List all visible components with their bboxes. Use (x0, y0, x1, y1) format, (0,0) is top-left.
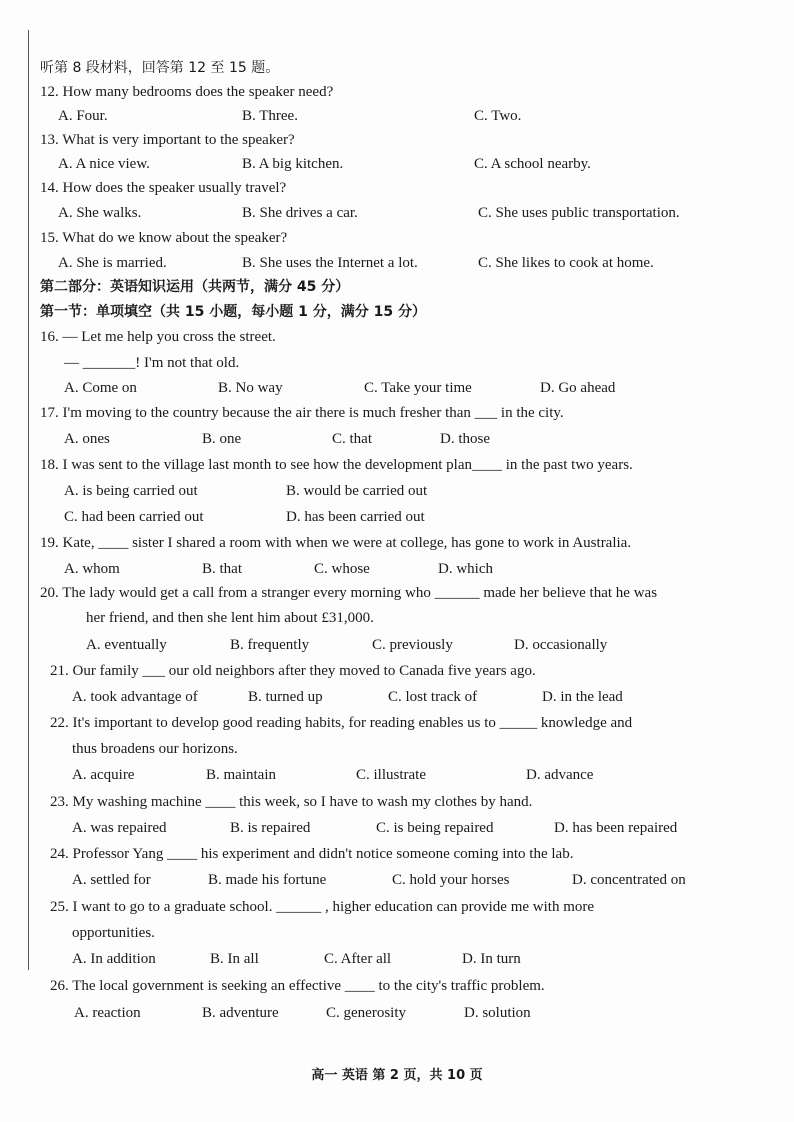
option: D. in the lead (542, 689, 623, 705)
question-stem-continued: her friend, and then she lent him about £31,000. (86, 610, 374, 626)
option: A. In addition (72, 951, 156, 967)
option: D. those (440, 431, 490, 447)
option: B. one (202, 431, 242, 447)
option: B. frequently (230, 637, 310, 653)
option: D. concentrated on (572, 872, 686, 888)
question-stem-continued: thus broadens our horizons. (72, 741, 238, 757)
question-stem-continued: opportunities. (72, 925, 155, 941)
option: B. maintain (206, 767, 276, 783)
option: A. is being carried out (64, 483, 198, 499)
option: D. advance (526, 767, 594, 783)
option: A. She is married. (58, 255, 167, 271)
question-stem: 20. The lady would get a call from a stranger every morning who ______ made her believe that he was (40, 585, 658, 601)
option: C. whose (314, 561, 370, 577)
option: A. She walks. (58, 205, 142, 221)
option: D. Go ahead (540, 380, 616, 396)
option: C. Two. (474, 108, 522, 124)
option: B. turned up (248, 689, 323, 705)
option: C. generosity (326, 1005, 406, 1021)
option: C. Take your time (364, 380, 472, 396)
option: C. previously (372, 637, 453, 653)
option: D. has been carried out (286, 509, 425, 525)
question-stem: 24. Professor Yang ____ his experiment and didn't notice someone coming into the lab. (50, 846, 574, 862)
question-stem: 22. It's important to develop good reading habits, for reading enables us to _____ knowledge and (50, 715, 633, 731)
question-stem: 18. I was sent to the village last month to see how the development plan____ in the past two years. (40, 457, 633, 473)
option: B. She drives a car. (242, 205, 358, 221)
option: C. She uses public transportation. (478, 205, 680, 221)
option: A. Come on (64, 380, 137, 396)
option: B. is repaired (230, 820, 311, 836)
part-two-heading: 第二部分：英语知识运用（共两节，满分 45 分） (40, 279, 350, 295)
question-stem: 21. Our family ___ our old neighbors after they moved to Canada five years ago. (50, 663, 536, 679)
option: B. would be carried out (286, 483, 428, 499)
option: C. She likes to cook at home. (478, 255, 654, 271)
option: B. made his fortune (208, 872, 327, 888)
option: C. After all (324, 951, 392, 967)
option: A. was repaired (72, 820, 167, 836)
question-stem: 12. How many bedrooms does the speaker need? (40, 84, 334, 100)
option: A. ones (64, 431, 110, 447)
option: A. eventually (86, 637, 167, 653)
option: C. A school nearby. (474, 156, 591, 172)
page-footer: 高一 英语 第 2 页，共 10 页 (311, 1068, 483, 1083)
option: A. took advantage of (72, 689, 198, 705)
option: B. She uses the Internet a lot. (242, 255, 418, 271)
question-stem: 14. How does the speaker usually travel? (40, 180, 287, 196)
question-stem: 19. Kate, ____ sister I shared a room with when we were at college, has gone to work in Australia. (40, 535, 632, 551)
question-stem: 15. What do we know about the speaker? (40, 230, 288, 246)
option: B. No way (218, 380, 283, 396)
question-stem: 23. My washing machine ____ this week, so I have to wash my clothes by hand. (50, 794, 533, 810)
option: A. settled for (72, 872, 151, 888)
option: B. In all (210, 951, 259, 967)
option: C. illustrate (356, 767, 426, 783)
question-stem: 26. The local government is seeking an effective ____ to the city's traffic problem. (50, 978, 545, 994)
option: D. has been repaired (554, 820, 678, 836)
option: A. acquire (72, 767, 135, 783)
option: C. that (332, 431, 372, 447)
option: C. lost track of (388, 689, 478, 705)
question-stem: 13. What is very important to the speaker? (40, 132, 295, 148)
question-stem: 16. — Let me help you cross the street. (40, 329, 276, 345)
question-stem: 25. I want to go to a graduate school. ______ , higher education can provide me with more (50, 899, 595, 915)
question-stem: 17. I'm moving to the country because the air there is much fresher than ___ in the city. (40, 405, 564, 421)
option: A. whom (64, 561, 120, 577)
option: A. A nice view. (58, 156, 150, 172)
option: D. solution (464, 1005, 531, 1021)
option: A. Four. (58, 108, 108, 124)
option: D. In turn (462, 951, 521, 967)
listening-section-intro: 听第 8 段材料，回答第 12 至 15 题。 (40, 60, 280, 76)
option: A. reaction (74, 1005, 141, 1021)
option: B. adventure (202, 1005, 279, 1021)
option: D. which (438, 561, 493, 577)
option: B. A big kitchen. (242, 156, 344, 172)
question-stem-continued: — _______! I'm not that old. (64, 355, 240, 371)
binding-margin-line (28, 30, 29, 970)
section-one-heading: 第一节：单项填空（共 15 小题，每小题 1 分，满分 15 分） (40, 304, 426, 320)
option: B. Three. (242, 108, 298, 124)
option: B. that (202, 561, 242, 577)
option: C. is being repaired (376, 820, 494, 836)
option: D. occasionally (514, 637, 608, 653)
option: C. hold your horses (392, 872, 510, 888)
option: C. had been carried out (64, 509, 204, 525)
